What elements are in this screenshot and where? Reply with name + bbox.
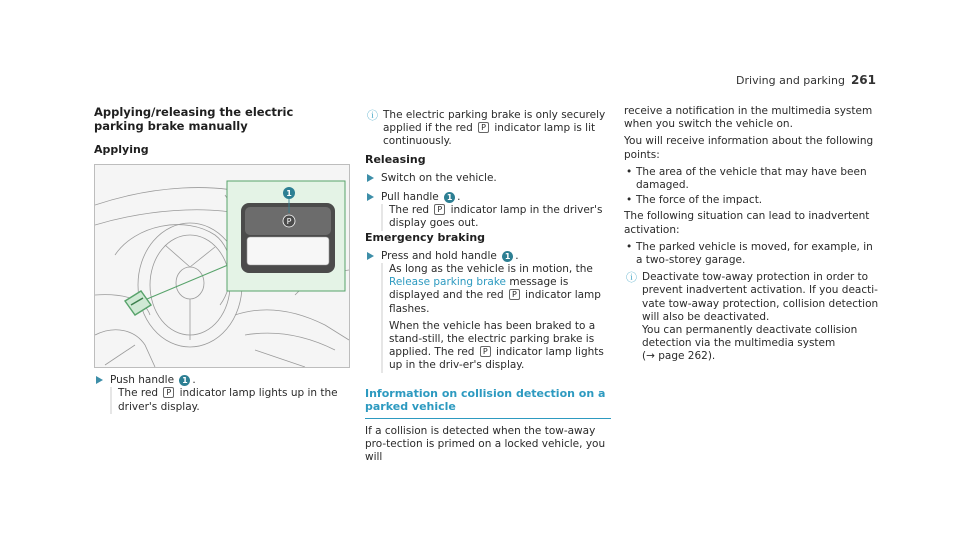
step-text: Push handle: [110, 374, 175, 387]
applying-heading: Applying: [94, 143, 149, 156]
step-text-end: .: [515, 249, 519, 262]
bullet-list-1: [624, 166, 880, 208]
releasing-heading: Releasing: [365, 152, 426, 166]
note-text-2: You can permanently deactivate collision detection via the multimedia system: [642, 324, 858, 350]
bullet-list-2: [624, 241, 880, 267]
page-number: 261: [850, 73, 876, 87]
releasing-step-1: [365, 172, 611, 185]
emergency-step: [365, 250, 611, 373]
section-title: Driving and parking: [736, 74, 845, 87]
list-item: • The area of the vehicle that may have been damaged.: [624, 166, 880, 192]
info-note: [365, 109, 611, 149]
info-text: The electric parking brake is only securely applied if the red: [383, 109, 606, 135]
result-text-mid: message is displayed and the red: [389, 276, 569, 302]
column-3: [624, 105, 880, 368]
parking-brake-indicator-icon: P: [480, 346, 491, 357]
result-text-end: indicator lamp in the driver's display goes out.: [389, 204, 603, 230]
result-text-end: indicator lamp lights up in the driv-er's display.: [389, 346, 604, 372]
info-icon: ⓘ: [367, 109, 378, 122]
column-2: [365, 105, 611, 468]
page-reference-link[interactable]: (→ page 262).: [642, 350, 716, 363]
result-text: The red: [389, 204, 430, 217]
applying-step: [94, 374, 344, 414]
result-paragraph-2: [389, 320, 611, 373]
list-item: • The parked vehicle is moved, for example, in a two-storey garage.: [624, 241, 880, 267]
collision-detection-heading: Information on collision detection on a parked vehicle: [365, 387, 611, 419]
step-arrow-icon: [96, 376, 103, 384]
info-icon: ⓘ: [626, 271, 637, 285]
callout-1-icon: 1: [444, 192, 455, 203]
note-text: Deactivate tow-away protection in order to prevent inadvertent activation. If you deacti-vate tow-away protection, collision detection will also be deactivated.: [642, 271, 879, 323]
step-text-end: .: [192, 374, 196, 387]
paragraph-1: receive a notification in the multimedia system when you switch the vehicle on.: [624, 105, 873, 131]
callout-1-icon: 1: [502, 251, 513, 262]
step-result: [381, 263, 611, 373]
paragraph-3: The following situation can lead to inadvertent activation:: [624, 210, 870, 236]
section-heading: Applying/releasing the electric parking brake manually: [94, 105, 294, 133]
deactivate-note: [624, 271, 880, 363]
parking-brake-indicator-icon: P: [163, 387, 174, 398]
result-text: When the vehicle has been braked to a stand-still, the electric parking brake is applied. The red: [389, 319, 596, 359]
parking-brake-indicator-icon: P: [478, 122, 489, 133]
step-result: [110, 387, 344, 413]
releasing-step-2: [365, 191, 611, 231]
result-text: The red: [118, 387, 159, 400]
step-text: Press and hold handle: [381, 249, 497, 262]
column-1: [94, 105, 344, 414]
step-arrow-icon: [367, 252, 374, 260]
paragraph-2: You will receive information about the following points:: [624, 135, 874, 161]
cockpit-drawing: [95, 165, 349, 367]
step-arrow-icon: [367, 193, 374, 201]
parking-brake-indicator-icon: P: [434, 204, 445, 215]
step-text: Pull handle: [381, 191, 439, 204]
result-text-end: indicator lamp lights up in the driver's display.: [118, 387, 338, 413]
emergency-braking-heading: Emergency braking: [365, 230, 486, 244]
result-text: As long as the vehicle is in motion, the: [389, 263, 593, 276]
parking-brake-indicator-icon: P: [509, 289, 520, 300]
step-text: Switch on the vehicle.: [381, 171, 497, 184]
release-parking-brake-message: Release parking brake: [389, 276, 507, 289]
list-item: • The force of the impact.: [624, 194, 880, 207]
svg-text:P: P: [286, 217, 292, 227]
result-paragraph-1: [389, 263, 611, 316]
step-text-end: .: [457, 191, 461, 204]
step-arrow-icon: [367, 174, 374, 182]
info-text-end: indicator lamp is lit continuously.: [383, 122, 596, 148]
figure-callout: 1: [286, 189, 292, 199]
step-result: [381, 204, 611, 230]
callout-1-icon: 1: [179, 375, 190, 386]
collision-text: If a collision is detected when the tow-away pro-tection is primed on a locked vehicle, you will: [365, 424, 606, 464]
result-text-end: indicator lamp flashes.: [389, 289, 601, 315]
parking-brake-illustration: [94, 164, 350, 368]
page-header: [736, 73, 876, 87]
